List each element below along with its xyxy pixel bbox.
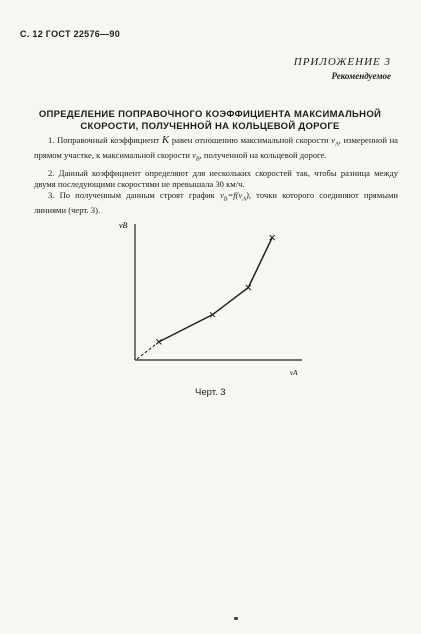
paragraph-2: 2. Данный коэффициент определяют для нескольких скоростей так, чтобы разница между двумя последующими скоростями не превышала 30 км/ч.: [34, 168, 398, 189]
chart-3: [110, 212, 310, 382]
title-line-2: СКОРОСТИ, ПОЛУЧЕННОЙ НА КОЛЬЦЕВОЙ ДОРОГЕ: [80, 121, 340, 132]
data-point-2: [210, 312, 215, 317]
paragraph-1: 1. Поправочный коэффициент K равен отношению максимальной скорости $v_A$, измеренной на прямом участке, к максимальной скорости $v_B$, полученной на кольцевой дороге.: [34, 134, 398, 163]
series-line: [159, 238, 272, 342]
appendix-title: ПРИЛОЖЕНИЕ 3: [293, 56, 391, 68]
data-point-1: [156, 339, 161, 344]
appendix-status: Рекомендуемое: [331, 71, 391, 81]
section-title: [30, 109, 390, 133]
title-line-1: ОПРЕДЕЛЕНИЕ ПОПРАВОЧНОГО КОЭФФИЦИЕНТА МАКСИМАЛЬНОЙ: [38, 109, 382, 120]
page-header: С. 12 ГОСТ 22576—90: [20, 29, 121, 39]
y-axis-label: vB: [119, 221, 128, 230]
data-point-3: [246, 285, 251, 290]
x-axis-label: vA: [290, 369, 298, 377]
data-point-4: [270, 235, 275, 240]
appendix-label: [294, 56, 391, 81]
paragraph-3: 3. По полученным данным строят график $v_B=f(v_A)$, точки которого соединяют прямыми линиями (черт. 3).: [34, 190, 398, 216]
page-mark: [234, 617, 238, 620]
extrapolation-line: [137, 342, 159, 359]
chart-caption: Черт. 3: [195, 387, 226, 398]
